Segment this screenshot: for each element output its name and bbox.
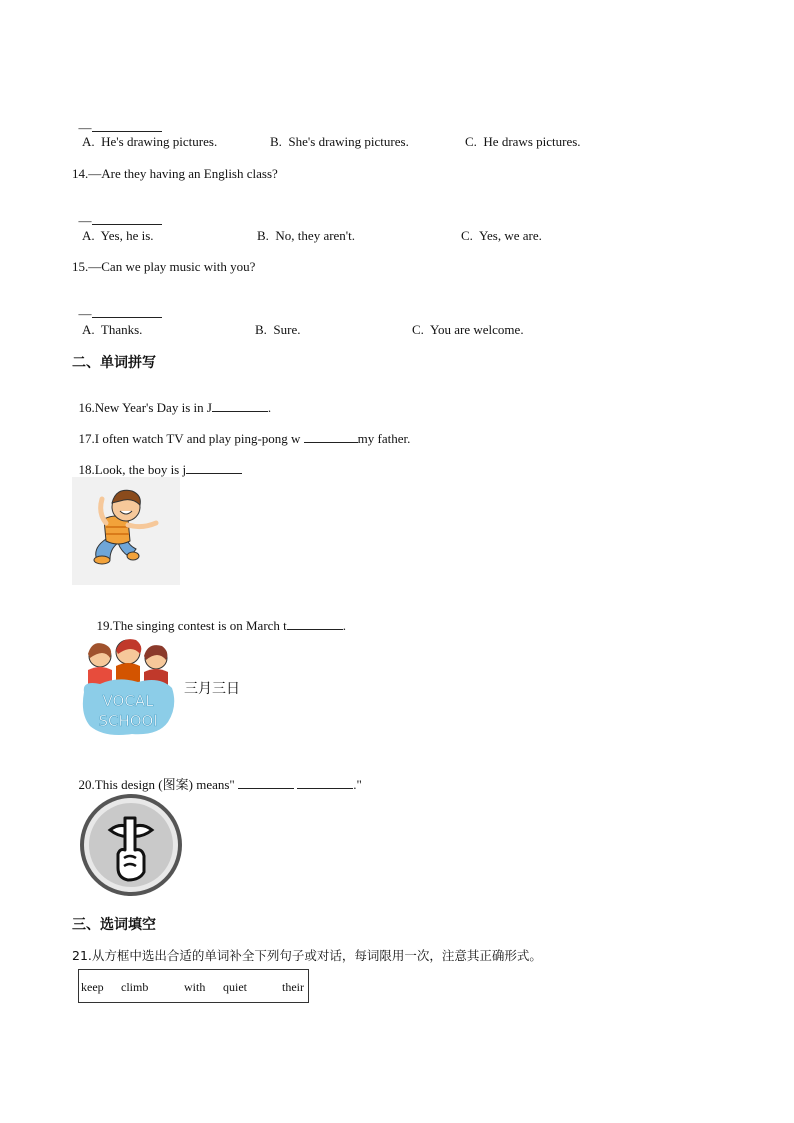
- q15-question: 15.—Can we play music with you?: [72, 259, 256, 274]
- q13-option-a: A. He's drawing pictures.: [82, 134, 218, 149]
- q21-instruction: 21.从方框中选出合适的单词补全下列句子或对话，每词限用一次，注意其正确形式。: [72, 948, 542, 963]
- q16-blank[interactable]: [212, 400, 268, 412]
- vocal-text: VOCAL: [102, 692, 154, 710]
- word-with: with: [184, 980, 206, 994]
- q16-end: .: [267, 400, 272, 415]
- q14-option-c: C. Yes, we are.: [461, 228, 542, 243]
- q15-answer-line: [72, 290, 162, 322]
- q17-end: my father.: [357, 431, 411, 446]
- q17: [72, 415, 410, 447]
- section2-heading: 二、单词拼写: [72, 355, 156, 371]
- school-text: SCHOOl: [98, 712, 158, 730]
- answer-blank[interactable]: [92, 306, 162, 318]
- q14-answer-line: [72, 197, 162, 229]
- dash: —: [78, 213, 92, 228]
- vocal-school-image: [78, 636, 180, 740]
- q19-end: .: [342, 618, 347, 633]
- q20-text: 20.This design (图案) means": [78, 777, 238, 792]
- q20-blank-2[interactable]: [297, 777, 353, 789]
- q20: [72, 758, 362, 793]
- q20-blank-1[interactable]: [238, 777, 294, 789]
- q16-text: 16.New Year's Day is in J: [78, 400, 212, 415]
- q19-text: 19.The singing contest is on March t: [96, 618, 287, 633]
- word-box: [78, 969, 309, 1003]
- q13-option-c: C. He draws pictures.: [465, 134, 581, 149]
- dash: —: [78, 120, 92, 135]
- q14-option-b: B. No, they aren't.: [257, 228, 356, 243]
- word-their: their: [282, 980, 304, 994]
- q18: [72, 446, 242, 478]
- q19: [90, 602, 346, 634]
- section3-heading: 三、选词填空: [72, 917, 156, 933]
- keep-quiet-sign-icon: [78, 792, 184, 898]
- word-climb: climb: [121, 980, 149, 994]
- word-quiet: quiet: [223, 980, 247, 994]
- jumping-boy-image: [72, 477, 180, 585]
- dash: —: [78, 306, 92, 321]
- q17-text: 17.I often watch TV and play ping-pong w: [78, 431, 304, 446]
- q20-end: .": [353, 777, 362, 792]
- q18-blank[interactable]: [186, 462, 242, 474]
- q13-answer-line: [72, 104, 162, 136]
- q19-blank[interactable]: [287, 618, 343, 630]
- answer-blank[interactable]: [92, 213, 162, 225]
- answer-blank[interactable]: [92, 120, 162, 132]
- q14-question: 14.—Are they having an English class?: [72, 166, 278, 181]
- q15-option-b: B. Sure.: [255, 322, 301, 337]
- q15-option-c: C. You are welcome.: [412, 322, 524, 337]
- q17-blank[interactable]: [304, 431, 358, 443]
- q15-option-a: A. Thanks.: [82, 322, 143, 337]
- q14-option-a: A. Yes, he is.: [82, 228, 154, 243]
- word-keep: keep: [81, 980, 104, 994]
- q13-option-b: B. She's drawing pictures.: [270, 134, 409, 149]
- q16: [72, 384, 271, 416]
- q19-date-caption: 三月三日: [184, 681, 240, 697]
- q18-text: 18.Look, the boy is j: [78, 462, 187, 477]
